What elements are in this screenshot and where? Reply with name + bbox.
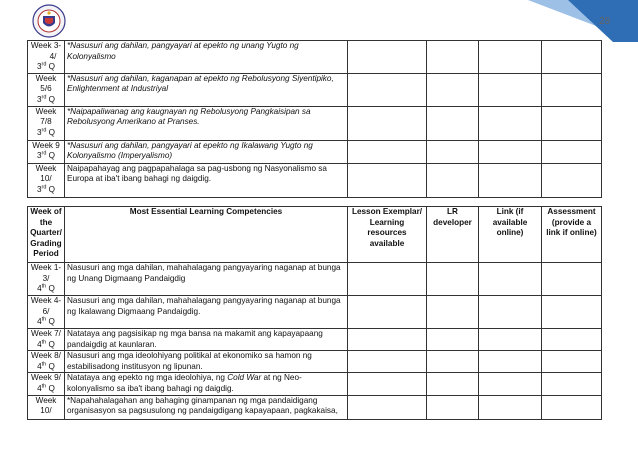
competency-cell: *Nasusuri ang dahilan, pangyayari at epekto ng unang Yugto ng Kolonyalismo — [65, 41, 348, 74]
header-competency: Most Essential Learning Competencies — [65, 207, 348, 263]
header-assessment: Assessment (provide a link if online) — [542, 207, 602, 263]
page-number: 28 — [599, 16, 611, 27]
competency-cell: Nasusuri ang mga dahilan, mahahalagang pangyayaring naganap at bunga ng Ikalawang Digmaang Pandaigdig. — [65, 296, 348, 329]
table-row — [28, 41, 602, 74]
competency-cell: Natataya ang epekto ng mga ideolohiya, ng Cold War at ng Neo-kolonyalismo sa iba't ibang bahagi ng daigdig. — [65, 373, 348, 395]
competency-cell: Nasusuri ang mga dahilan, mahahalagang pangyayaring naganap at bunga ng Unang Digmaang Pandaigdig — [65, 263, 348, 296]
week-cell: Week 9/ 4th Q — [28, 373, 65, 395]
corner-decoration — [488, 0, 638, 42]
week-cell: Week 8/ 4th Q — [28, 351, 65, 373]
week-cell: Week 9 3rd Q — [28, 140, 65, 163]
deped-seal-logo — [32, 4, 66, 38]
table-row — [28, 373, 602, 395]
week-cell: Week 7/8 3rd Q — [28, 106, 65, 140]
table-row — [28, 73, 602, 106]
cold-war-term: Cold War — [227, 373, 262, 383]
table-row — [28, 140, 602, 163]
week-cell: Week 10/ 3rd Q — [28, 163, 65, 197]
header-lesson-exemplar: Lesson Exemplar/ Learning resources available — [348, 207, 427, 263]
competencies-table-bottom — [27, 206, 602, 420]
header-week: Week of the Quarter/ Grading Period — [28, 207, 65, 263]
table-row — [28, 106, 602, 140]
table-row — [28, 351, 602, 373]
competency-cell: Naipapahayag ang pagpapahalaga sa pag-usbong ng Nasyonalismo sa Europa at iba't ibang bahagi ng daigdig. — [65, 163, 348, 197]
competency-cell: *Nasusuri ang dahilan, kaganapan at epekto ng Rebolusyong Siyentipiko, Enlightenment at Industriyal — [65, 73, 348, 106]
table-row — [28, 395, 602, 419]
week-cell: Week 10/ — [28, 395, 65, 419]
table-row — [28, 163, 602, 197]
header-lr-developer: LR developer — [427, 207, 479, 263]
week-cell: Week 5/6 3rd Q — [28, 73, 65, 106]
week-cell: Week 7/ 4th Q — [28, 329, 65, 351]
header-link: Link (if available online) — [479, 207, 542, 263]
competency-cell: *Nasusuri ang dahilan, pangyayari at epekto ng Ikalawang Yugto ng Kolonyalismo (Imperyalismo) — [65, 140, 348, 163]
competency-cell: *Napahahalagahan ang bahaging ginampanan ng mga pandaidigang organisasyon sa pagsusulong ng pandaigdigang kapayapaan, pagkakaisa, — [65, 395, 348, 419]
table-header-row — [28, 207, 602, 263]
table-row — [28, 296, 602, 329]
table-row — [28, 263, 602, 296]
competency-cell: Nasusuri ang mga ideolohiyang politikal at ekonomiko sa hamon ng estabilisadong institusyon ng lipunan. — [65, 351, 348, 373]
competency-cell: *Naipapaliwanag ang kaugnayan ng Rebolusyong Pangkaisipan sa Rebolusyong Amerikano at Pranses. — [65, 106, 348, 140]
week-cell: Week 4- 6/ 4th Q — [28, 296, 65, 329]
table-row — [28, 329, 602, 351]
week-cell: Week 3- 4/ 3rd Q — [28, 41, 65, 74]
week-cell: Week 1- 3/ 4th Q — [28, 263, 65, 296]
competencies-table-top — [27, 40, 602, 198]
competency-cell: Natataya ang pagsisikap ng mga bansa na makamit ang kapayapaang pandaigdig at kaunlaran. — [65, 329, 348, 351]
